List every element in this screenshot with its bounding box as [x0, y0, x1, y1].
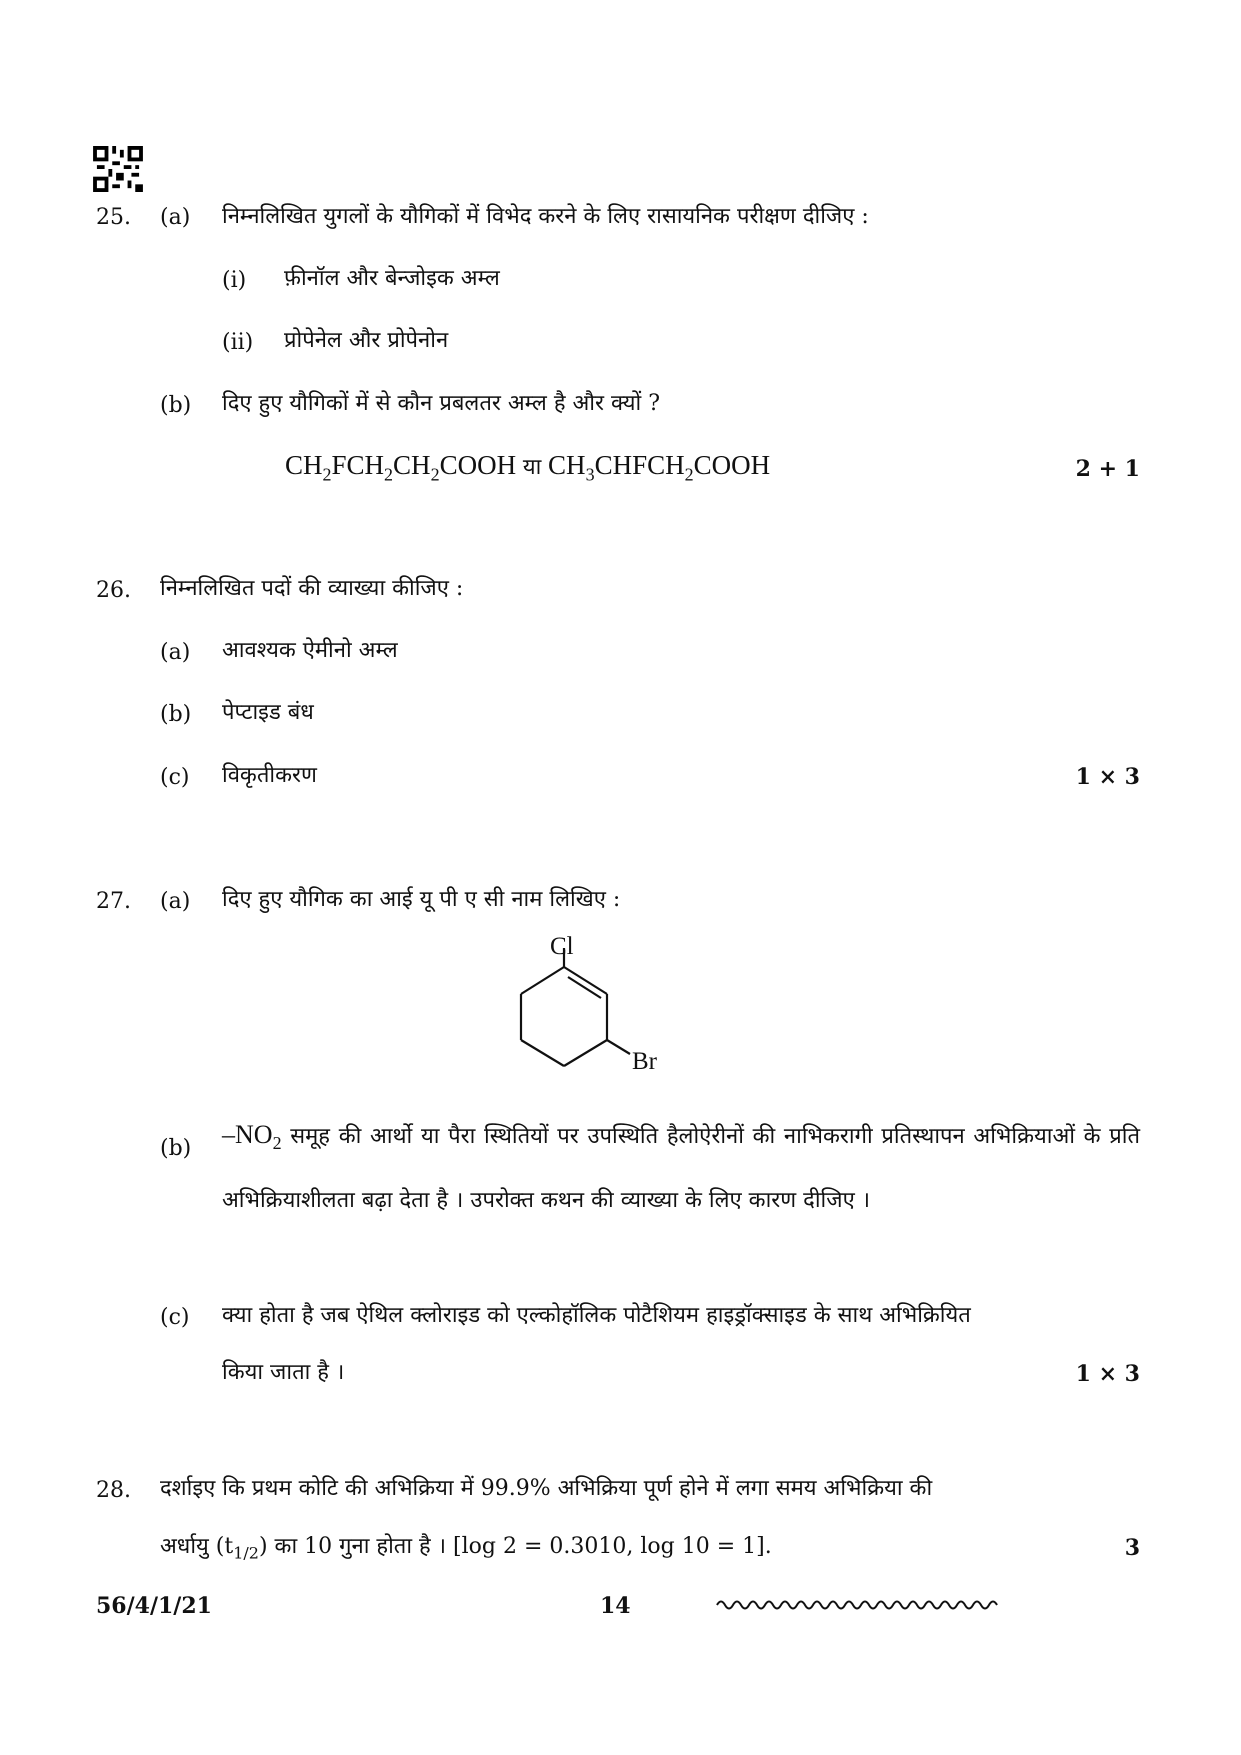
q25-ii-text: प्रोपेनेल और प्रोपेनोन: [284, 328, 449, 353]
q26-intro: निम्नलिखित पदों की व्याख्या कीजिए :: [160, 576, 464, 601]
qr-code: [92, 146, 144, 192]
q27-a-label: (a): [160, 889, 191, 914]
q26-marks: 1 × 3: [1075, 764, 1140, 790]
q28-line2-pre: अर्धायु (t: [160, 1534, 234, 1559]
atom-br: Br: [632, 1048, 657, 1075]
bond-c3-c4: [564, 1040, 607, 1066]
q25-formula: [285, 450, 770, 485]
q26-c-label: (c): [160, 765, 190, 790]
q27-b-text: समूह की आर्थो या पैरा स्थितियों पर उपस्थिति हैलोऐरीनों की नाभिकरागी प्रतिस्थापन अभिक्रियाओं के प्रति अभिक्रियाशीलता बढ़ा देता है । उपरोक्त कथन की व्याख्या के लिए कारण दीजिए ।: [222, 1124, 1141, 1214]
q26-c-text: विकृतीकरण: [222, 763, 317, 788]
paper-code: 56/4/1/21: [96, 1593, 212, 1619]
q25-i-text: फ़ीनॉल और बेन्जोइक अम्ल: [284, 266, 500, 291]
q25-i-label: (i): [222, 268, 247, 293]
bond-c-br: [607, 1040, 630, 1054]
chemical-structure: [490, 930, 690, 1095]
atom-cl: Cl: [550, 933, 574, 960]
q27-marks: 1 × 3: [1075, 1361, 1140, 1387]
bond-c6-c1: [521, 967, 564, 994]
q28-half-life-sub: 1/2: [233, 1543, 259, 1563]
q25-b-text: दिए हुए यौगिकों में से कौन प्रबलतर अम्ल है और क्यों ?: [222, 391, 661, 416]
q26-number: 26.: [96, 578, 131, 603]
q25-a-text: निम्नलिखित युगलों के यौगिकों में विभेद करने के लिए रासायनिक परीक्षण दीजिए :: [222, 204, 869, 229]
q27-c-line2: किया जाता है ।: [222, 1360, 345, 1385]
q25-ii-label: (ii): [222, 330, 254, 355]
q28-line2-post: ) का 10 गुना होता है । [log 2 = 0.3010, log 10 = 1].: [258, 1534, 772, 1559]
q25-marks: 2 + 1: [1075, 456, 1140, 482]
q28-number: 28.: [96, 1478, 131, 1503]
q25-a-label: (a): [160, 205, 191, 230]
q26-a-text: आवश्यक ऐमीनो अम्ल: [222, 638, 398, 663]
q28-marks: 3: [1124, 1535, 1140, 1561]
formula-or: या: [522, 455, 542, 480]
cyclohexene-ring: [521, 948, 630, 1066]
q25-b-label: (b): [160, 393, 192, 418]
wavy-line-decoration: [715, 1597, 1005, 1613]
q26-a-label: (a): [160, 640, 191, 665]
bond-c1-c2: [564, 967, 607, 994]
q27-number: 27.: [96, 889, 131, 914]
bond-c4-c5: [521, 1040, 564, 1066]
q27-b-paragraph: [222, 1106, 1140, 1229]
no2-group: $-NO_2$: [222, 1120, 282, 1154]
page-number: 14: [600, 1593, 631, 1619]
q27-c-label: (c): [160, 1305, 190, 1330]
q28-line1: दर्शाइए कि प्रथम कोटि की अभिक्रिया में 99.9% अभिक्रिया पूर्ण होने में लगा समय अभिक्रिया की: [160, 1476, 933, 1501]
formula-compound-1: $CH_2FCH_2CH_2COOH$: [285, 450, 517, 485]
formula-compound-2: $CH_3CHFCH_2COOH$: [548, 450, 771, 485]
q25-number: 25.: [96, 205, 131, 230]
q27-a-text: दिए हुए यौगिक का आई यू पी ए सी नाम लिखिए :: [222, 887, 621, 912]
q27-b-label: (b): [160, 1136, 192, 1161]
q26-b-label: (b): [160, 702, 192, 727]
q27-c-line1: क्या होता है जब ऐथिल क्लोराइड को एल्कोहॉलिक पोटैशियम हाइड्रॉक्साइड के साथ अभिक्रियित: [222, 1303, 971, 1328]
q26-b-text: पेप्टाइड बंध: [222, 700, 314, 725]
q28-line2: [160, 1533, 772, 1567]
